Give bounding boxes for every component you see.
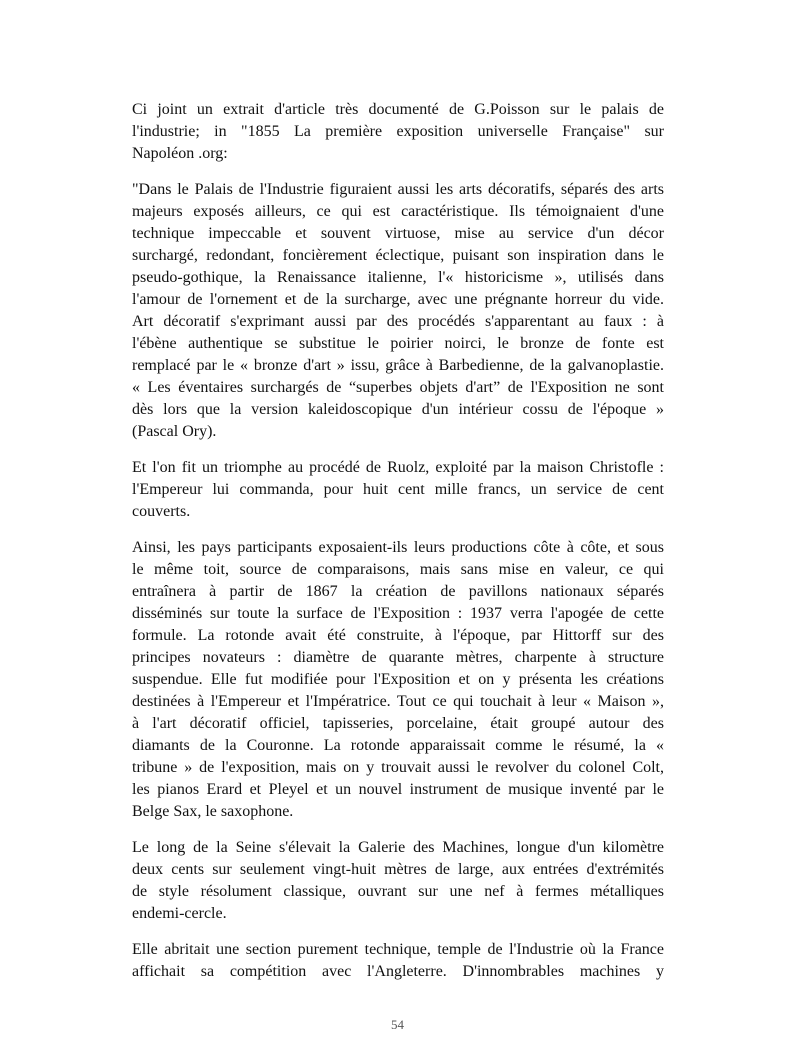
text-line: de style résolument classique, ouvrant sur une nef à fermes métalliques xyxy=(132,883,664,900)
paragraph xyxy=(132,939,664,983)
text-line: « Les éventaires surchargés de “superbes objets d'art” de l'Exposition ne sont xyxy=(132,379,664,396)
text-line: principes novateurs : diamètre de quarante mètres, charpente à structure xyxy=(132,649,664,666)
text-line: surchargé, redondant, foncièrement éclectique, puisant son inspiration dans le xyxy=(132,247,664,264)
text-line: formule. La rotonde avait été construite, à l'époque, par Hittorff sur des xyxy=(132,627,664,644)
text-line: Ainsi, les pays participants exposaient-ils leurs productions côte à côte, et sous xyxy=(132,539,664,556)
text-line: l'amour de l'ornement et de la surcharge, avec une prégnante horreur du vide. xyxy=(132,291,664,308)
text-line: affichait sa compétition avec l'Angleterre. D'innombrables machines y xyxy=(132,963,664,980)
text-line: Art décoratif s'exprimant aussi par des procédés s'apparentant au faux : à xyxy=(132,313,664,330)
text-line: "Dans le Palais de l'Industrie figuraient aussi les arts décoratifs, séparés des arts xyxy=(132,181,664,198)
paragraph xyxy=(132,99,664,165)
text-line: le même toit, source de comparaisons, mais sans mise en valeur, ce qui xyxy=(132,561,664,578)
text-line: Le long de la Seine s'élevait la Galerie des Machines, longue d'un kilomètre xyxy=(132,839,664,856)
text-line: diamants de la Couronne. La rotonde apparaissait comme le résumé, la « xyxy=(132,737,664,754)
text-line: l'Empereur lui commanda, pour huit cent mille francs, un service de cent xyxy=(132,481,664,498)
text-line: pseudo-gothique, la Renaissance italienne, l'« historicisme », utilisés dans xyxy=(132,269,664,286)
text-line: tribune » de l'exposition, mais on y trouvait aussi le revolver du colonel Colt, xyxy=(132,759,664,776)
text-line: à l'art décoratif officiel, tapisseries, porcelaine, était groupé autour des xyxy=(132,715,664,732)
text-line: couverts. xyxy=(132,503,191,520)
text-line: deux cents sur seulement vingt-huit mètres de large, aux entrées d'extrémités xyxy=(132,861,664,878)
text-line: technique impeccable et souvent virtuose, mise au service d'un décor xyxy=(132,225,664,242)
text-line: majeurs exposés ailleurs, ce qui est caractéristique. Ils témoignaient d'une xyxy=(132,203,664,220)
paragraph xyxy=(132,179,664,443)
text-line: dès lors que la version kaleidoscopique d'un intérieur cossu de l'époque » xyxy=(132,401,664,418)
text-line: Belge Sax, le saxophone. xyxy=(132,803,294,820)
paragraph xyxy=(132,837,664,925)
paragraph xyxy=(132,457,664,523)
text-line: Napoléon .org: xyxy=(132,145,228,162)
text-line: remplacé par le « bronze d'art » issu, grâce à Barbedienne, de la galvanoplastie. xyxy=(132,357,664,374)
text-line: endemi-cercle. xyxy=(132,905,227,922)
text-line: Elle abritait une section purement technique, temple de l'Industrie où la France xyxy=(132,941,664,958)
text-line: disséminés sur toute la surface de l'Exposition : 1937 verra l'apogée de cette xyxy=(132,605,664,622)
text-line: suspendue. Elle fut modifiée pour l'Exposition et on y présenta les créations xyxy=(132,671,664,688)
text-line: les pianos Erard et Pleyel et un nouvel instrument de musique inventé par le xyxy=(132,781,664,798)
text-line: Et l'on fit un triomphe au procédé de Ruolz, exploité par la maison Christofle : xyxy=(132,459,664,476)
text-line: Ci joint un extrait d'article très documenté de G.Poisson sur le palais de xyxy=(132,101,664,118)
text-line: entraînera à partir de 1867 la création de pavillons nationaux séparés xyxy=(132,583,664,600)
document-body xyxy=(132,99,664,997)
paragraph xyxy=(132,537,664,823)
text-line: destinées à l'Empereur et l'Impératrice. Tout ce qui touchait à leur « Maison », xyxy=(132,693,664,710)
page-number: 54 xyxy=(391,1017,404,1032)
text-line: l'industrie; in "1855 La première exposition universelle Française" sur xyxy=(132,123,664,140)
text-line: l'ébène authentique se substitue le poirier noirci, le bronze de fonte est xyxy=(132,335,664,352)
text-line: (Pascal Ory). xyxy=(132,423,217,440)
